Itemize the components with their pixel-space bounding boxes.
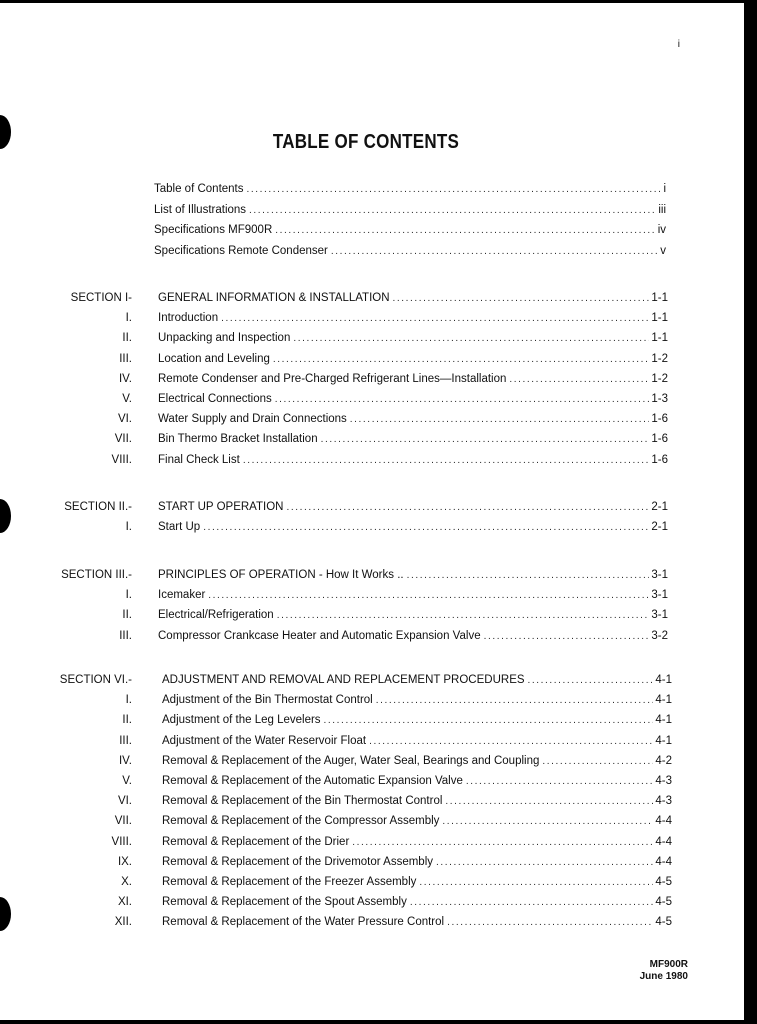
- item-number: II.: [122, 714, 132, 727]
- toc-entry: [154, 245, 666, 266]
- item-title: Adjustment of the Water Reservoir Float: [162, 734, 367, 747]
- item-page: 1-3: [651, 392, 668, 405]
- section-label: SECTION VI.-: [59, 674, 132, 686]
- item-page: 1-1: [651, 312, 668, 325]
- section-page: 4-1: [655, 674, 672, 686]
- item-title: Water Supply and Drain Connections: [158, 413, 347, 426]
- page-title: TABLE OF CONTENTS: [272, 131, 460, 153]
- item-title: Location and Leveling: [158, 352, 270, 365]
- section-page: 2-1: [651, 501, 668, 513]
- item-page: 4-4: [655, 815, 672, 828]
- item-page: 1-2: [651, 352, 668, 365]
- item-title: Electrical/Refrigeration: [158, 609, 274, 622]
- front-matter-list: [154, 183, 666, 265]
- item-number: I.: [125, 589, 132, 602]
- toc-item-row: [0, 413, 744, 433]
- toc-entry-title: Specifications MF900R: [154, 224, 273, 236]
- item-page: 3-2: [651, 629, 668, 642]
- toc-item-row: [0, 896, 744, 916]
- item-title: Remote Condenser and Pre-Charged Refrigerant Lines—Installation: [158, 372, 507, 385]
- toc-item-row: [0, 332, 744, 352]
- toc-item-row: [0, 433, 744, 453]
- toc-item-row: [0, 735, 744, 755]
- toc-entry-page: i: [663, 183, 666, 195]
- item-number: XII.: [114, 916, 132, 929]
- item-title: Removal & Replacement of the Bin Thermostat Control: [162, 795, 443, 808]
- item-number: VII.: [114, 815, 132, 828]
- item-title: Start Up: [158, 521, 201, 534]
- footer-date: June 1980: [639, 971, 688, 982]
- toc-entry-title: List of Illustrations: [154, 203, 247, 216]
- section-title: START UP OPERATION: [158, 501, 284, 513]
- toc-item-row: [0, 836, 744, 856]
- item-title: Electrical Connections: [158, 392, 272, 405]
- item-page: 3-1: [651, 609, 668, 622]
- footer: [640, 959, 688, 983]
- toc-item-row: [0, 714, 744, 734]
- item-number: II.: [122, 609, 132, 622]
- item-number: V.: [122, 774, 132, 787]
- toc-entry-page: v: [660, 244, 666, 257]
- item-number: IV.: [118, 754, 132, 767]
- toc-section: [0, 501, 744, 541]
- document-page: [0, 3, 744, 1020]
- toc-entry-page: iii: [658, 203, 666, 216]
- toc-section: [0, 292, 744, 474]
- toc-item-row: [0, 630, 744, 650]
- item-number: VIII.: [111, 835, 132, 848]
- toc-section: [0, 674, 744, 936]
- item-title: Bin Thermo Bracket Installation: [158, 433, 318, 446]
- toc-item-row: [0, 312, 744, 332]
- item-page: 1-6: [651, 413, 668, 426]
- toc-entry-title: Specifications Remote Condenser: [154, 244, 328, 257]
- footer-model: MF900R: [649, 959, 688, 970]
- item-title: Removal & Replacement of the Drivemotor Assembly: [162, 855, 433, 868]
- item-title: Removal & Replacement of the Spout Assembly: [162, 896, 407, 909]
- section-heading-row: [0, 569, 744, 589]
- item-page: 4-1: [655, 734, 672, 747]
- item-title: Unpacking and Inspection: [158, 332, 291, 345]
- item-title: Final Check List: [158, 453, 240, 466]
- item-number: III.: [119, 734, 132, 747]
- section-label: SECTION III.-: [61, 569, 132, 581]
- item-page: 4-5: [655, 916, 672, 929]
- section-title: GENERAL INFORMATION & INSTALLATION: [158, 292, 390, 304]
- section-heading-row: [0, 674, 744, 694]
- toc-entry: [154, 224, 666, 245]
- item-number: I.: [125, 694, 132, 707]
- toc-entry-page: iv: [657, 224, 666, 236]
- section-page: 3-1: [651, 569, 668, 581]
- toc-item-row: [0, 521, 744, 541]
- binder-hole: [0, 115, 11, 149]
- section-title: PRINCIPLES OF OPERATION - How It Works ..: [158, 569, 404, 581]
- toc-item-row: [0, 856, 744, 876]
- item-number: VIII.: [111, 453, 132, 466]
- section-heading-row: [0, 292, 744, 312]
- item-title: Removal & Replacement of the Drier: [162, 835, 350, 848]
- item-page: 4-1: [655, 714, 672, 727]
- item-title: Removal & Replacement of the Water Pressure Control: [162, 916, 445, 929]
- item-number: X.: [121, 875, 132, 888]
- item-title: Icemaker: [158, 589, 206, 602]
- item-title: Adjustment of the Bin Thermostat Control: [162, 694, 373, 707]
- item-page: 1-6: [651, 453, 668, 466]
- item-number: IX.: [117, 855, 132, 868]
- item-page: 4-5: [655, 896, 672, 909]
- item-number: II.: [122, 332, 132, 345]
- item-page: 4-3: [655, 774, 672, 787]
- toc-item-row: [0, 815, 744, 835]
- toc-item-row: [0, 454, 744, 474]
- page-number: i: [677, 39, 680, 50]
- item-number: VI.: [117, 795, 132, 808]
- toc-item-row: [0, 775, 744, 795]
- section-title: ADJUSTMENT AND REMOVAL AND REPLACEMENT PROCEDURES: [162, 674, 525, 686]
- item-title: Removal & Replacement of the Automatic Expansion Valve: [162, 774, 463, 787]
- toc-item-row: [0, 876, 744, 896]
- item-title: Introduction: [158, 312, 219, 325]
- item-number: VI.: [117, 413, 132, 426]
- item-title: Removal & Replacement of the Compressor Assembly: [162, 815, 440, 828]
- section-label: SECTION II.-: [64, 501, 132, 513]
- item-title: Removal & Replacement of the Freezer Assembly: [162, 875, 417, 888]
- toc-item-row: [0, 393, 744, 413]
- toc-item-row: [0, 373, 744, 393]
- item-page: 4-1: [655, 694, 672, 707]
- item-number: V.: [122, 392, 132, 405]
- item-page: 4-2: [655, 754, 672, 767]
- item-number: XI.: [117, 896, 132, 909]
- item-page: 4-3: [655, 795, 672, 808]
- item-number: VII.: [114, 433, 132, 446]
- item-title: Compressor Crankcase Heater and Automatic Expansion Valve: [158, 629, 481, 642]
- item-number: I.: [125, 312, 132, 325]
- section-heading-row: [0, 501, 744, 521]
- item-page: 4-5: [655, 875, 672, 888]
- item-page: 1-1: [651, 332, 668, 345]
- toc-item-row: [0, 755, 744, 775]
- item-page: 2-1: [651, 521, 668, 534]
- item-page: 4-4: [655, 855, 672, 868]
- item-page: 1-2: [651, 372, 668, 385]
- item-page: 4-4: [655, 835, 672, 848]
- item-page: 1-6: [651, 433, 668, 446]
- item-number: III.: [119, 352, 132, 365]
- item-number: IV.: [118, 372, 132, 385]
- toc-item-row: [0, 694, 744, 714]
- toc-entry: [154, 204, 666, 225]
- toc-item-row: [0, 795, 744, 815]
- toc-item-row: [0, 916, 744, 936]
- toc-entry: [154, 183, 666, 204]
- toc-section: [0, 569, 744, 650]
- toc-entry-title: Table of Contents: [154, 183, 244, 195]
- item-number: I.: [125, 521, 132, 534]
- item-number: III.: [119, 629, 132, 642]
- item-page: 3-1: [651, 589, 668, 602]
- item-title: Removal & Replacement of the Auger, Water Seal, Bearings and Coupling: [162, 754, 540, 767]
- toc-item-row: [0, 609, 744, 629]
- section-page: 1-1: [651, 292, 668, 304]
- toc-item-row: [0, 589, 744, 609]
- item-title: Adjustment of the Leg Levelers: [162, 714, 321, 727]
- toc-item-row: [0, 353, 744, 373]
- section-label: SECTION I-: [70, 292, 132, 304]
